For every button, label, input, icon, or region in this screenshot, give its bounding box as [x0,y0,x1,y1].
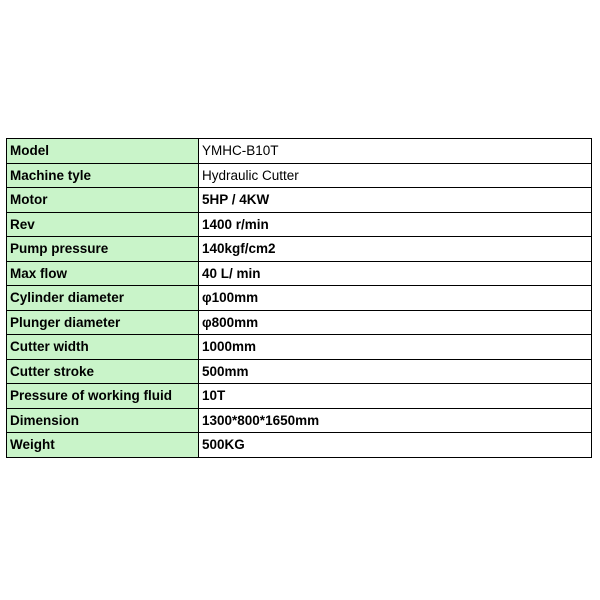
spec-table-body [7,139,592,458]
spec-value-motor: 5HP / 4KW [199,188,592,213]
table-row [7,139,592,164]
spec-label-machine-type: Machine tyle [7,163,199,188]
table-row [7,433,592,458]
spec-table [6,138,592,458]
spec-value-rev: 1400 r/min [199,212,592,237]
table-row [7,261,592,286]
spec-label-cutter-stroke: Cutter stroke [7,359,199,384]
spec-label-plunger-diameter: Plunger diameter [7,310,199,335]
spec-label-max-flow: Max flow [7,261,199,286]
spec-value-weight: 500KG [199,433,592,458]
spec-label-motor: Motor [7,188,199,213]
spec-label-dimension: Dimension [7,408,199,433]
table-row [7,163,592,188]
spec-label-weight: Weight [7,433,199,458]
spec-value-model: YMHC-B10T [199,139,592,164]
spec-value-pump-pressure: 140kgf/cm2 [199,237,592,262]
table-row [7,359,592,384]
spec-label-model: Model [7,139,199,164]
table-row [7,335,592,360]
table-row [7,310,592,335]
spec-label-cutter-width: Cutter width [7,335,199,360]
spec-label-rev: Rev [7,212,199,237]
spec-value-cylinder-diameter: φ100mm [199,286,592,311]
table-row [7,384,592,409]
spec-value-cutter-width: 1000mm [199,335,592,360]
table-row [7,212,592,237]
spec-value-dimension: 1300*800*1650mm [199,408,592,433]
spec-value-max-flow: 40 L/ min [199,261,592,286]
spec-value-machine-type: Hydraulic Cutter [199,163,592,188]
spec-value-cutter-stroke: 500mm [199,359,592,384]
spec-label-pump-pressure: Pump pressure [7,237,199,262]
spec-value-working-fluid-pressure: 10T [199,384,592,409]
spec-value-plunger-diameter: φ800mm [199,310,592,335]
table-row [7,188,592,213]
table-row [7,408,592,433]
spec-label-working-fluid-pressure: Pressure of working fluid [7,384,199,409]
spec-label-cylinder-diameter: Cylinder diameter [7,286,199,311]
table-row [7,237,592,262]
table-row [7,286,592,311]
